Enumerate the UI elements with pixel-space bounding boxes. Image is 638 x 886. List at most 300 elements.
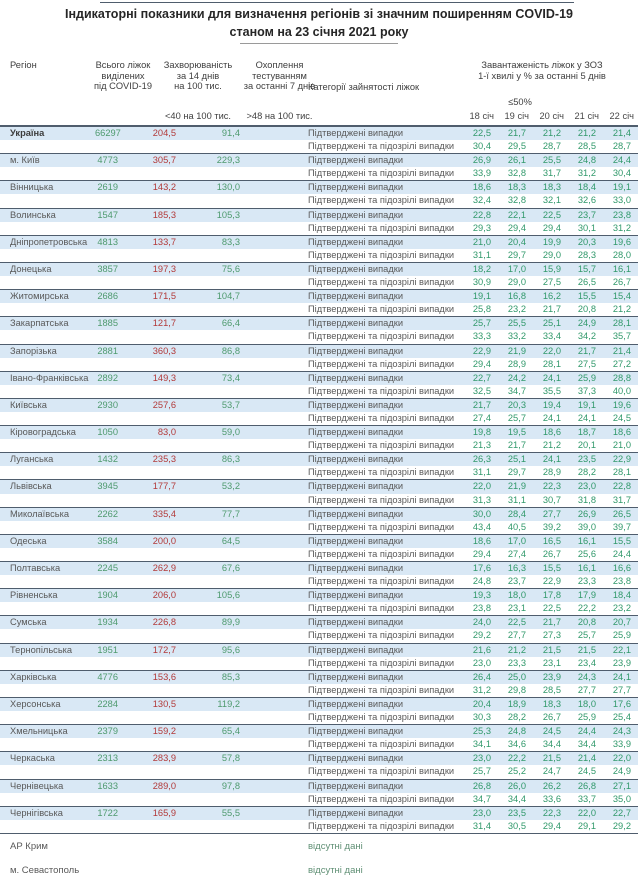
occupancy-value: 34,1 bbox=[472, 739, 491, 750]
occupancy-value: 24,3 bbox=[612, 726, 631, 737]
beds-empty bbox=[95, 140, 120, 153]
occupancy-value: 25,7 bbox=[507, 412, 526, 423]
occupancy-value: 22,5 bbox=[542, 209, 561, 220]
beds-empty bbox=[95, 629, 120, 642]
beds-empty bbox=[95, 439, 120, 452]
testing-empty bbox=[178, 222, 242, 235]
beds-empty bbox=[95, 385, 120, 398]
region-name-empty bbox=[0, 140, 95, 153]
beds-empty bbox=[95, 602, 120, 615]
occupancy-value: 24,8 bbox=[507, 726, 526, 737]
occupancy-value: 32,6 bbox=[577, 195, 596, 206]
occupancy-value: 20,3 bbox=[577, 236, 596, 247]
category-label-confirmed: Підтверджені випадки bbox=[308, 726, 404, 737]
category-label-confirmed-suspected: Підтверджені та підозрілі випадки bbox=[308, 684, 455, 695]
occupancy-value: 25,3 bbox=[472, 726, 491, 737]
region-block bbox=[0, 452, 638, 479]
testing-empty bbox=[178, 249, 242, 262]
incidence-value: 165,9 bbox=[152, 807, 176, 818]
region-name-empty bbox=[0, 575, 95, 588]
occupancy-value: 26,9 bbox=[472, 155, 491, 166]
category-label-confirmed-suspected: Підтверджені та підозрілі випадки bbox=[308, 467, 455, 478]
occupancy-value: 23,4 bbox=[577, 657, 596, 668]
occupancy-value: 28,7 bbox=[542, 141, 561, 152]
category-label-confirmed: Підтверджені випадки bbox=[308, 128, 404, 138]
region-name: Миколаївська bbox=[10, 508, 70, 519]
beds-empty bbox=[95, 494, 120, 507]
table-row bbox=[0, 508, 638, 521]
region-name-empty bbox=[0, 466, 95, 479]
testing-value: 57,8 bbox=[221, 753, 240, 764]
incidence-value: 289,0 bbox=[152, 780, 176, 791]
occupancy-value: 18,4 bbox=[577, 182, 596, 193]
region-name-empty bbox=[0, 820, 95, 833]
occupancy-value: 19,6 bbox=[612, 236, 631, 247]
beds-empty bbox=[95, 793, 120, 806]
occupancy-value: 23,7 bbox=[577, 209, 596, 220]
region-name: Хмельницька bbox=[10, 726, 68, 737]
category-label-confirmed: Підтверджені випадки bbox=[308, 590, 404, 601]
occupancy-threshold: ≤50% bbox=[508, 97, 532, 107]
incidence-empty bbox=[120, 412, 178, 425]
incidence-value: 133,7 bbox=[152, 236, 176, 247]
testing-empty bbox=[178, 765, 242, 778]
occupancy-value: 29,1 bbox=[577, 820, 596, 831]
occupancy-value: 19,1 bbox=[577, 399, 596, 410]
occupancy-value: 24,7 bbox=[542, 766, 561, 777]
table-row bbox=[0, 765, 638, 778]
occupancy-value: 30,7 bbox=[542, 494, 561, 505]
page-subtitle: станом на 23 січня 2021 року bbox=[229, 25, 409, 39]
region-block bbox=[0, 289, 638, 316]
table-row bbox=[0, 222, 638, 235]
occupancy-value: 33,2 bbox=[507, 331, 526, 342]
occupancy-value: 22,0 bbox=[577, 807, 596, 818]
category-label-confirmed-suspected: Підтверджені та підозрілі випадки bbox=[308, 603, 455, 614]
occupancy-value: 23,0 bbox=[472, 753, 491, 764]
occupancy-value: 24,1 bbox=[577, 412, 596, 423]
table-row bbox=[0, 426, 638, 439]
occupancy-value: 24,1 bbox=[542, 454, 561, 465]
occupancy-value: 30,0 bbox=[472, 508, 491, 519]
category-label-confirmed-suspected: Підтверджені та підозрілі випадки bbox=[308, 304, 455, 315]
beds-value: 2619 bbox=[97, 182, 118, 193]
testing-empty bbox=[178, 439, 242, 452]
occupancy-value: 29,7 bbox=[507, 249, 526, 260]
testing-value: 104,7 bbox=[216, 291, 240, 302]
occupancy-value: 30,5 bbox=[507, 820, 526, 831]
region-name: Луганська bbox=[10, 454, 54, 465]
beds-empty bbox=[95, 330, 120, 343]
occupancy-value: 28,9 bbox=[542, 467, 561, 478]
occupancy-value: 17,8 bbox=[542, 590, 561, 601]
beds-empty bbox=[95, 303, 120, 316]
testing-value: 89,9 bbox=[221, 617, 240, 628]
occupancy-value: 27,5 bbox=[542, 277, 561, 288]
region-name: м. Київ bbox=[10, 155, 40, 166]
category-label-confirmed: Підтверджені випадки bbox=[308, 698, 404, 709]
occupancy-value: 20,4 bbox=[507, 236, 526, 247]
category-label-confirmed-suspected: Підтверджені та підозрілі випадки bbox=[308, 793, 455, 804]
occupancy-value: 23,3 bbox=[507, 657, 526, 668]
region-block bbox=[0, 180, 638, 207]
occupancy-value: 21,5 bbox=[542, 644, 561, 655]
region-name: Черкаська bbox=[10, 753, 55, 764]
table-row bbox=[0, 698, 638, 711]
occupancy-value: 21,2 bbox=[542, 440, 561, 451]
region-name-empty bbox=[0, 167, 95, 180]
beds-value: 2313 bbox=[97, 753, 118, 764]
occupancy-value: 25,2 bbox=[507, 766, 526, 777]
beds-value: 2379 bbox=[97, 726, 118, 737]
testing-value: 67,6 bbox=[221, 563, 240, 573]
table-row bbox=[0, 738, 638, 751]
occupancy-value: 22,3 bbox=[542, 481, 561, 492]
occupancy-value: 27,4 bbox=[472, 412, 491, 423]
region-block bbox=[0, 126, 638, 153]
incidence-value: 204,5 bbox=[152, 128, 176, 138]
occupancy-value: 17,0 bbox=[507, 535, 526, 546]
occupancy-value: 22,1 bbox=[507, 209, 526, 220]
date-header: 21 січ bbox=[574, 111, 599, 121]
occupancy-value: 29,4 bbox=[542, 222, 561, 233]
occupancy-value: 17,6 bbox=[612, 698, 631, 709]
occupancy-value: 21,7 bbox=[542, 304, 561, 315]
region-block bbox=[0, 398, 638, 425]
testing-value: 59,0 bbox=[221, 427, 240, 438]
occupancy-value: 21,3 bbox=[472, 440, 491, 451]
category-label-confirmed-suspected: Підтверджені та підозрілі випадки bbox=[308, 358, 455, 369]
beds-value: 1432 bbox=[97, 454, 118, 465]
testing-empty bbox=[178, 657, 242, 670]
region-name-empty bbox=[0, 194, 95, 207]
occupancy-value: 28,9 bbox=[507, 358, 526, 369]
occupancy-value: 18,3 bbox=[542, 182, 561, 193]
table-row bbox=[0, 793, 638, 806]
occupancy-value: 29,4 bbox=[542, 820, 561, 831]
region-name: Україна bbox=[10, 128, 45, 138]
region-name-empty bbox=[0, 358, 95, 371]
occupancy-value: 25,8 bbox=[472, 304, 491, 315]
region-block bbox=[0, 371, 638, 398]
table-body bbox=[0, 126, 638, 882]
table-row bbox=[0, 644, 638, 657]
occupancy-value: 25,7 bbox=[472, 766, 491, 777]
occupancy-value: 27,2 bbox=[612, 358, 631, 369]
testing-value: 66,4 bbox=[221, 318, 240, 329]
region-name-empty bbox=[0, 385, 95, 398]
incidence-value: 171,5 bbox=[152, 291, 176, 302]
table-row bbox=[0, 807, 638, 820]
occupancy-value: 22,8 bbox=[472, 209, 491, 220]
testing-empty bbox=[178, 711, 242, 724]
testing-value: 64,5 bbox=[221, 535, 240, 546]
occupancy-value: 30,3 bbox=[472, 712, 491, 723]
no-data-label: відсутні дані bbox=[308, 840, 363, 852]
occupancy-value: 22,7 bbox=[612, 807, 631, 818]
occupancy-value: 28,0 bbox=[612, 249, 631, 260]
occupancy-value: 34,6 bbox=[507, 739, 526, 750]
occupancy-value: 28,8 bbox=[612, 372, 631, 383]
testing-value: 86,3 bbox=[221, 454, 240, 465]
table-row bbox=[0, 412, 638, 425]
occupancy-value: 21,9 bbox=[507, 481, 526, 492]
testing-empty bbox=[178, 521, 242, 534]
incidence-empty bbox=[120, 167, 178, 180]
region-name: Львівська bbox=[10, 481, 52, 492]
region-name-empty bbox=[0, 629, 95, 642]
beds-empty bbox=[95, 249, 120, 262]
region-name-empty bbox=[0, 330, 95, 343]
category-label-confirmed: Підтверджені випадки bbox=[308, 563, 404, 573]
date-header: 19 січ bbox=[504, 111, 529, 121]
testing-empty bbox=[178, 167, 242, 180]
table-row bbox=[0, 684, 638, 697]
occupancy-value: 32,8 bbox=[507, 168, 526, 179]
testing-value: 77,7 bbox=[221, 508, 240, 519]
occupancy-value: 29,7 bbox=[507, 467, 526, 478]
occupancy-value: 18,9 bbox=[507, 698, 526, 709]
category-label-confirmed: Підтверджені випадки bbox=[308, 481, 404, 492]
category-label-confirmed-suspected: Підтверджені та підозрілі випадки bbox=[308, 548, 455, 559]
region-name: Полтавська bbox=[10, 563, 61, 573]
occupancy-value: 18,3 bbox=[542, 698, 561, 709]
category-label-confirmed: Підтверджені випадки bbox=[308, 372, 404, 383]
testing-value: 105,3 bbox=[216, 209, 240, 220]
occupancy-value: 22,0 bbox=[542, 345, 561, 356]
column-header-category: Категорії зайнятості ліжок bbox=[308, 82, 420, 92]
occupancy-value: 21,4 bbox=[612, 345, 631, 356]
testing-empty bbox=[178, 494, 242, 507]
region-name-empty bbox=[0, 276, 95, 289]
occupancy-value: 18,6 bbox=[472, 535, 491, 546]
beds-value: 66297 bbox=[95, 128, 121, 138]
occupancy-value: 23,1 bbox=[507, 603, 526, 614]
incidence-value: 262,9 bbox=[152, 563, 176, 573]
occupancy-value: 22,5 bbox=[507, 617, 526, 628]
occupancy-value: 27,5 bbox=[577, 358, 596, 369]
occupancy-value: 24,9 bbox=[612, 766, 631, 777]
region-block bbox=[0, 153, 638, 180]
table-row bbox=[0, 290, 638, 303]
occupancy-value: 27,7 bbox=[577, 684, 596, 695]
table-row bbox=[0, 439, 638, 452]
incidence-empty bbox=[120, 276, 178, 289]
table-row bbox=[0, 521, 638, 534]
occupancy-value: 26,3 bbox=[472, 454, 491, 465]
occupancy-value: 32,5 bbox=[472, 385, 491, 396]
occupancy-value: 24,4 bbox=[577, 726, 596, 737]
category-label-confirmed-suspected: Підтверджені та підозрілі випадки bbox=[308, 168, 455, 179]
beds-empty bbox=[95, 358, 120, 371]
testing-empty bbox=[178, 194, 242, 207]
table-row bbox=[0, 236, 638, 249]
occupancy-value: 28,3 bbox=[577, 249, 596, 260]
beds-value: 1050 bbox=[97, 427, 118, 438]
incidence-empty bbox=[120, 385, 178, 398]
category-label-confirmed-suspected: Підтверджені та підозрілі випадки bbox=[308, 277, 455, 288]
occupancy-value: 15,7 bbox=[577, 263, 596, 274]
beds-empty bbox=[95, 575, 120, 588]
beds-value: 1547 bbox=[97, 209, 118, 220]
page-title: Індикаторні показники для визначення регіонів зі значним поширенням COVID-19 bbox=[65, 7, 573, 21]
occupancy-value: 18,2 bbox=[472, 263, 491, 274]
column-header-region: Регіон bbox=[10, 60, 37, 70]
category-label-confirmed: Підтверджені випадки bbox=[308, 617, 404, 628]
region-block bbox=[0, 806, 638, 833]
occupancy-value: 25,7 bbox=[472, 318, 491, 329]
region-name: Сумська bbox=[10, 617, 47, 628]
table-row bbox=[0, 616, 638, 629]
testing-empty bbox=[178, 303, 242, 316]
testing-empty bbox=[178, 793, 242, 806]
category-label-confirmed-suspected: Підтверджені та підозрілі випадки bbox=[308, 739, 455, 750]
occupancy-value: 34,4 bbox=[542, 739, 561, 750]
region-name: Харківська bbox=[10, 671, 57, 682]
incidence-value: 200,0 bbox=[152, 535, 176, 546]
occupancy-value: 25,5 bbox=[542, 155, 561, 166]
testing-empty bbox=[178, 629, 242, 642]
testing-empty bbox=[178, 738, 242, 751]
table-row bbox=[0, 127, 638, 140]
testing-value: 119,2 bbox=[217, 698, 240, 709]
occupancy-value: 30,4 bbox=[472, 141, 491, 152]
occupancy-value: 32,8 bbox=[507, 195, 526, 206]
beds-empty bbox=[95, 466, 120, 479]
beds-value: 3945 bbox=[97, 481, 118, 492]
category-label-confirmed: Підтверджені випадки bbox=[308, 345, 404, 356]
beds-value: 1633 bbox=[97, 780, 118, 791]
occupancy-value: 24,8 bbox=[472, 576, 491, 587]
testing-value: 105,6 bbox=[216, 590, 240, 601]
region-block bbox=[0, 697, 638, 724]
occupancy-value: 32,1 bbox=[542, 195, 561, 206]
occupancy-value: 24,1 bbox=[612, 671, 631, 682]
occupancy-value: 21,0 bbox=[612, 440, 631, 451]
occupancy-value: 39,0 bbox=[577, 521, 596, 532]
occupancy-value: 15,9 bbox=[542, 263, 561, 274]
occupancy-value: 16,5 bbox=[542, 535, 561, 546]
no-data-label: відсутні дані bbox=[308, 864, 363, 876]
occupancy-value: 21,2 bbox=[542, 128, 561, 138]
region-block bbox=[0, 316, 638, 343]
region-name: Чернівецька bbox=[10, 780, 64, 791]
region-name-empty bbox=[0, 439, 95, 452]
occupancy-value: 23,8 bbox=[612, 576, 631, 587]
occupancy-value: 21,2 bbox=[507, 644, 526, 655]
region-block bbox=[0, 208, 638, 235]
table-row bbox=[0, 276, 638, 289]
table-row bbox=[0, 494, 638, 507]
region-name: Тернопільська bbox=[10, 644, 73, 655]
region-name-empty bbox=[0, 521, 95, 534]
occupancy-value: 34,4 bbox=[507, 793, 526, 804]
region-name-empty bbox=[0, 738, 95, 751]
testing-empty bbox=[178, 548, 242, 561]
category-label-confirmed: Підтверджені випадки bbox=[308, 209, 404, 220]
region-block bbox=[0, 507, 638, 534]
region-block bbox=[0, 425, 638, 452]
beds-empty bbox=[95, 711, 120, 724]
occupancy-value: 16,6 bbox=[612, 563, 631, 573]
category-label-confirmed: Підтверджені випадки bbox=[308, 671, 404, 682]
occupancy-value: 22,8 bbox=[612, 481, 631, 492]
region-name: АР Крим bbox=[10, 840, 48, 852]
testing-empty bbox=[178, 820, 242, 833]
category-label-confirmed-suspected: Підтверджені та підозрілі випадки bbox=[308, 521, 455, 532]
occupancy-value: 21,2 bbox=[577, 128, 596, 138]
occupancy-value: 24,1 bbox=[542, 372, 561, 383]
occupancy-value: 23,2 bbox=[507, 304, 526, 315]
occupancy-value: 28,5 bbox=[542, 684, 561, 695]
occupancy-value: 24,8 bbox=[577, 155, 596, 166]
beds-empty bbox=[95, 548, 120, 561]
beds-value: 4813 bbox=[97, 236, 118, 247]
region-name: Волинська bbox=[10, 209, 56, 220]
occupancy-value: 22,2 bbox=[507, 753, 526, 764]
occupancy-value: 23,0 bbox=[577, 481, 596, 492]
category-label-confirmed: Підтверджені випадки bbox=[308, 399, 404, 410]
occupancy-value: 24,1 bbox=[542, 412, 561, 423]
occupancy-value: 31,7 bbox=[542, 168, 561, 179]
occupancy-value: 19,8 bbox=[472, 427, 491, 438]
testing-value: 53,7 bbox=[221, 399, 240, 410]
occupancy-value: 22,5 bbox=[472, 128, 491, 138]
region-name: Кіровоградська bbox=[10, 427, 76, 438]
region-block bbox=[0, 779, 638, 806]
testing-empty bbox=[178, 358, 242, 371]
occupancy-value: 22,0 bbox=[472, 481, 491, 492]
incidence-empty bbox=[120, 222, 178, 235]
occupancy-value: 27,4 bbox=[507, 548, 526, 559]
category-label-confirmed: Підтверджені випадки bbox=[308, 318, 404, 329]
incidence-value: 206,0 bbox=[152, 590, 176, 601]
beds-value: 2892 bbox=[97, 372, 118, 383]
occupancy-value: 25,9 bbox=[577, 712, 596, 723]
occupancy-value: 26,8 bbox=[472, 780, 491, 791]
region-name-empty bbox=[0, 222, 95, 235]
occupancy-value: 17,9 bbox=[577, 590, 596, 601]
incidence-value: 335,4 bbox=[152, 508, 176, 519]
testing-empty bbox=[178, 466, 242, 479]
occupancy-value: 15,5 bbox=[577, 291, 596, 302]
occupancy-value: 20,4 bbox=[472, 698, 491, 709]
occupancy-value: 34,7 bbox=[507, 385, 526, 396]
incidence-value: 121,7 bbox=[152, 318, 176, 329]
occupancy-value: 21,7 bbox=[507, 440, 526, 451]
occupancy-value: 22,9 bbox=[542, 576, 561, 587]
occupancy-value: 19,6 bbox=[612, 399, 631, 410]
occupancy-value: 29,0 bbox=[507, 277, 526, 288]
incidence-empty bbox=[120, 358, 178, 371]
occupancy-value: 25,1 bbox=[542, 318, 561, 329]
occupancy-value: 15,5 bbox=[612, 535, 631, 546]
incidence-value: 172,7 bbox=[152, 644, 176, 655]
table-row bbox=[0, 194, 638, 207]
category-label-confirmed: Підтверджені випадки bbox=[308, 780, 404, 791]
incidence-empty bbox=[120, 820, 178, 833]
category-label-confirmed-suspected: Підтверджені та підозрілі випадки bbox=[308, 249, 455, 260]
occupancy-value: 18,6 bbox=[612, 427, 631, 438]
region-block bbox=[0, 262, 638, 289]
occupancy-value: 21,7 bbox=[577, 345, 596, 356]
occupancy-value: 24,5 bbox=[612, 412, 631, 423]
region-name: Закарпатська bbox=[10, 318, 69, 329]
region-name-empty bbox=[0, 793, 95, 806]
beds-empty bbox=[95, 276, 120, 289]
occupancy-value: 26,4 bbox=[472, 671, 491, 682]
beds-value: 2284 bbox=[97, 698, 118, 709]
